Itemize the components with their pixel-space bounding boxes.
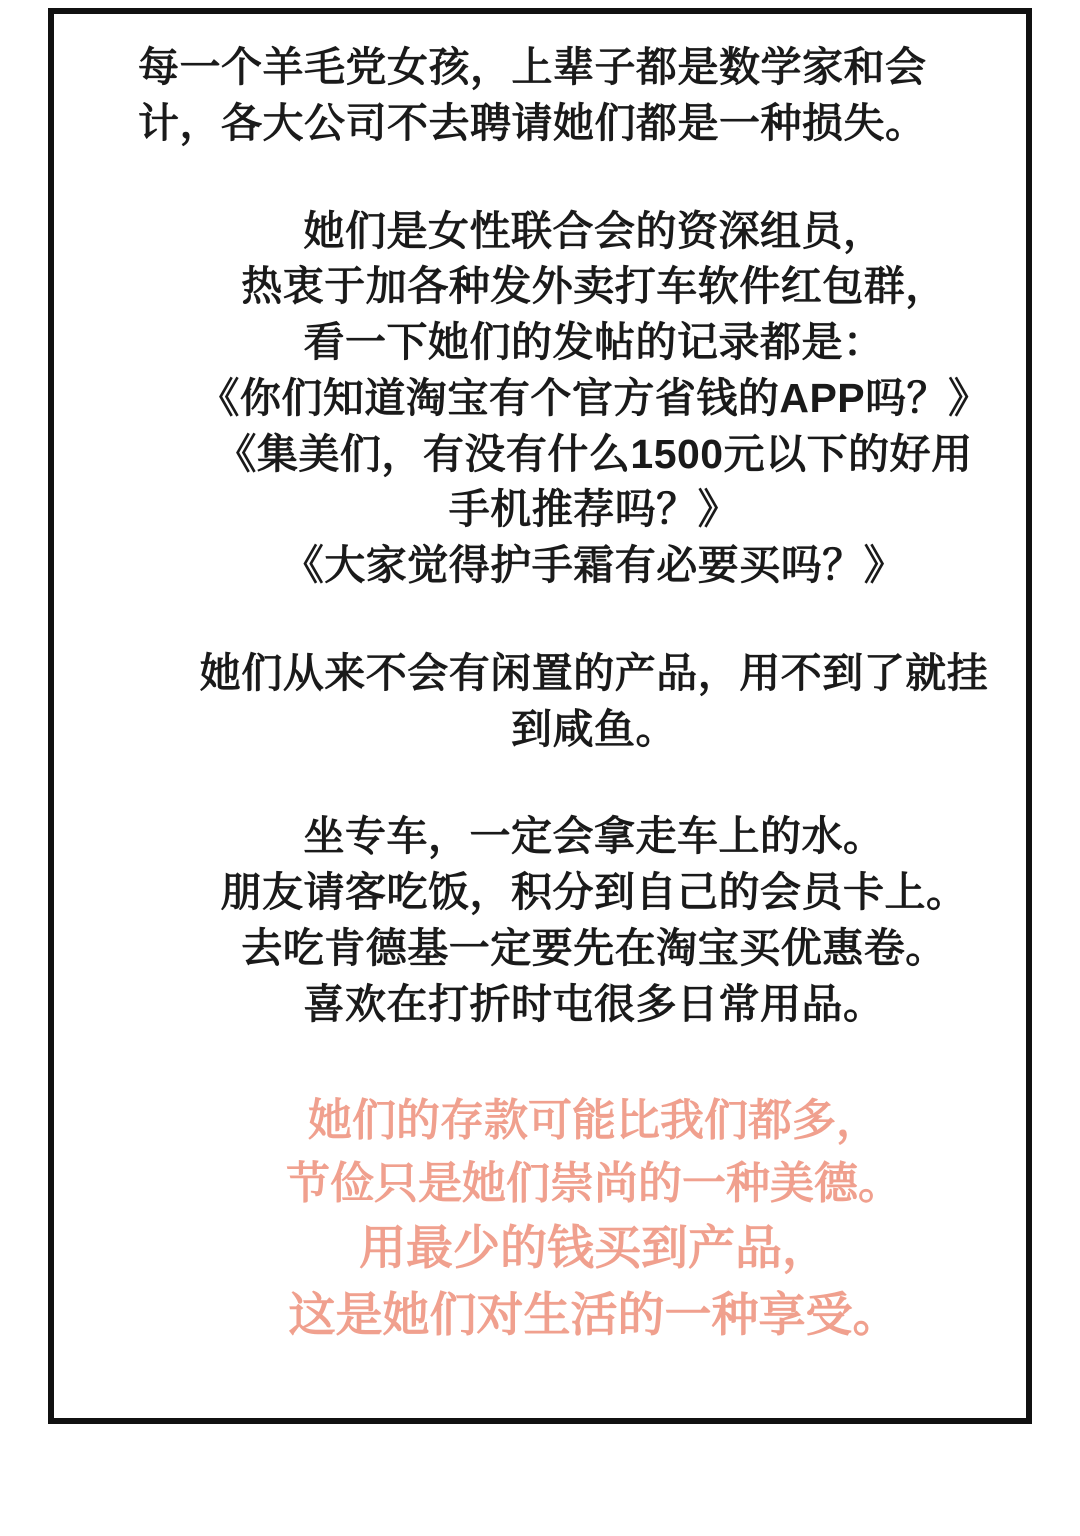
text-line: 《你们知道淘宝有个官方省钱的APP吗？》 xyxy=(198,374,990,421)
highlight-line: 节俭只是她们崇尚的一种美德。 xyxy=(286,1158,902,1208)
paragraph-habits xyxy=(138,809,1050,1032)
text-line: 计，各大公司不去聘请她们都是一种损失。 xyxy=(138,99,927,146)
text-line: 每一个羊毛党女孩，上辈子都是数学家和会 xyxy=(138,44,927,90)
highlight-line: 她们的存款可能比我们都多， xyxy=(308,1096,880,1146)
text-line: 看一下她们的发帖的记录都是： xyxy=(303,319,885,365)
paragraph-resale xyxy=(138,646,1050,758)
text-line: 她们是女性联合会的资深组员， xyxy=(303,207,885,254)
poster-content xyxy=(138,40,1050,1349)
poster-frame xyxy=(48,8,1032,1424)
highlight-line: 这是她们对生活的一种享受。 xyxy=(288,1287,900,1341)
paragraph-highlight xyxy=(138,1090,1050,1348)
text-line: 《大家觉得护手霜有必要买吗？》 xyxy=(282,542,906,588)
text-line: 坐专车，一定会拿走车上的水。 xyxy=(303,813,885,860)
text-line: 手机推荐吗？》 xyxy=(448,486,740,533)
paragraph-posts xyxy=(138,204,1050,594)
text-line: 热衷于加各种发外卖打车软件红包群， xyxy=(241,263,947,310)
text-line: 到咸鱼。 xyxy=(511,705,677,752)
text-line: 去吃肯德基一定要先在淘宝买优惠卷。 xyxy=(241,924,947,971)
text-line: 喜欢在打折时屯很多日常用品。 xyxy=(303,980,885,1027)
highlight-line: 用最少的钱买到产品， xyxy=(359,1221,829,1275)
text-line: 朋友请客吃饭，积分到自己的会员卡上。 xyxy=(220,869,968,915)
paragraph-intro xyxy=(138,40,1050,152)
text-line: 她们从来不会有闲置的产品，用不到了就挂 xyxy=(199,649,989,696)
text-line: 《集美们，有没有什么1500元以下的好用 xyxy=(215,430,973,477)
